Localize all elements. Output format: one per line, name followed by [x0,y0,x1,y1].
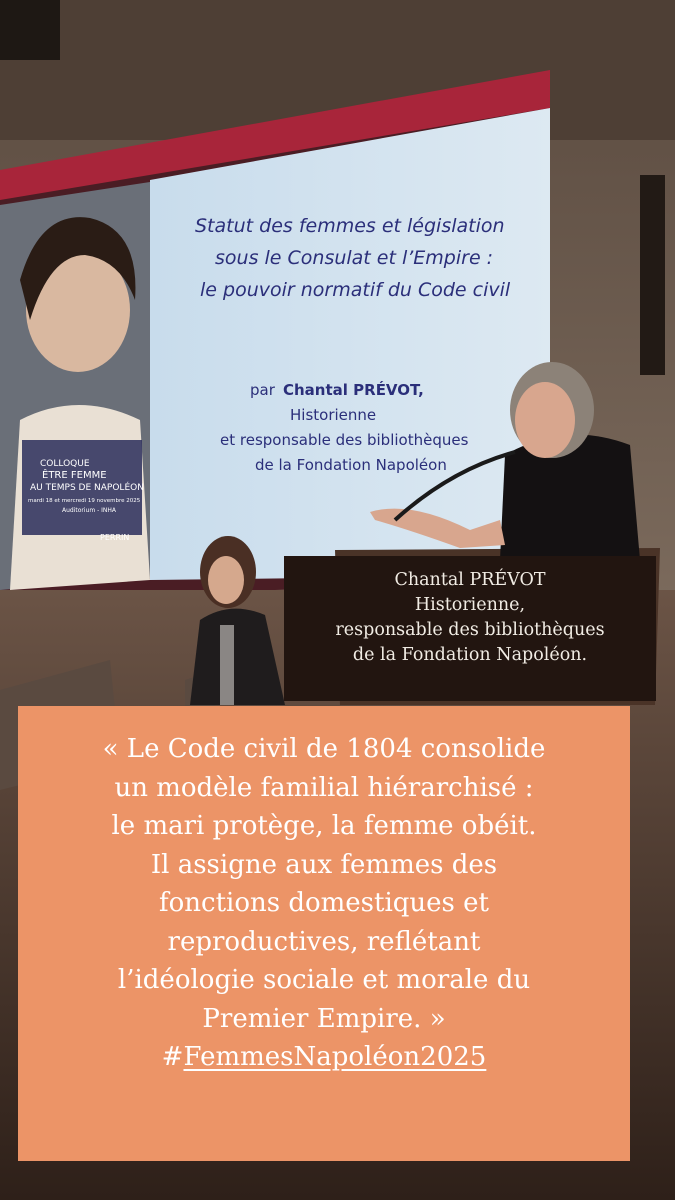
caption-line: responsable des bibliothèques [335,620,605,640]
quote-box [18,706,630,1161]
quote-line: reproductives, reflétant [167,926,481,957]
svg-text:et responsable des bibliothèqu: et responsable des bibliothèques [220,431,469,449]
svg-text:par: par [250,381,275,399]
svg-text:mardi 18 et mercredi 19 novemb: mardi 18 et mercredi 19 novembre 2025 [28,498,141,504]
svg-text:COLLOQUE: COLLOQUE [40,459,90,469]
quote-line: fonctions domestiques et [158,888,489,918]
quote-line: Il assigne aux femmes des [150,849,498,880]
hashtag-prefix: # [161,1042,184,1072]
quote-line: Premier Empire. » [202,1003,446,1034]
hashtag-link[interactable]: FemmesNapoléon2025 [183,1042,487,1072]
quote-line: le mari protège, la femme obéit. [111,811,537,841]
svg-text:sous le Consulat et l’Empire :: sous le Consulat et l’Empire : [215,247,494,269]
svg-text:Historienne: Historienne [290,406,377,424]
caption-line: Chantal PRÉVOT [394,570,546,590]
caption-line: Historienne, [414,595,526,615]
hashtag-line [18,1038,630,1077]
caption-line: de la Fondation Napoléon. [352,645,588,665]
svg-text:de la Fondation Napoléon: de la Fondation Napoléon [255,456,447,474]
quote-line: l’idéologie sociale et morale du [117,965,531,995]
svg-text:Statut des femmes et législati: Statut des femmes et législation [195,215,505,237]
svg-text:AU TEMPS DE NAPOLÉON: AU TEMPS DE NAPOLÉON [30,483,144,493]
quote-line: « Le Code civil de 1804 consolide [102,734,546,764]
svg-text:Auditorium - INHA: Auditorium - INHA [62,507,117,514]
quote-line: un modèle familial hiérarchisé : [114,772,534,803]
svg-text:PERRIN: PERRIN [100,533,130,542]
svg-text:ÊTRE FEMME: ÊTRE FEMME [42,470,107,481]
speaker-caption [284,556,656,701]
svg-text:Chantal PRÉVOT,: Chantal PRÉVOT, [283,381,424,399]
svg-text:le pouvoir normatif du Code ci: le pouvoir normatif du Code civil [200,279,511,301]
